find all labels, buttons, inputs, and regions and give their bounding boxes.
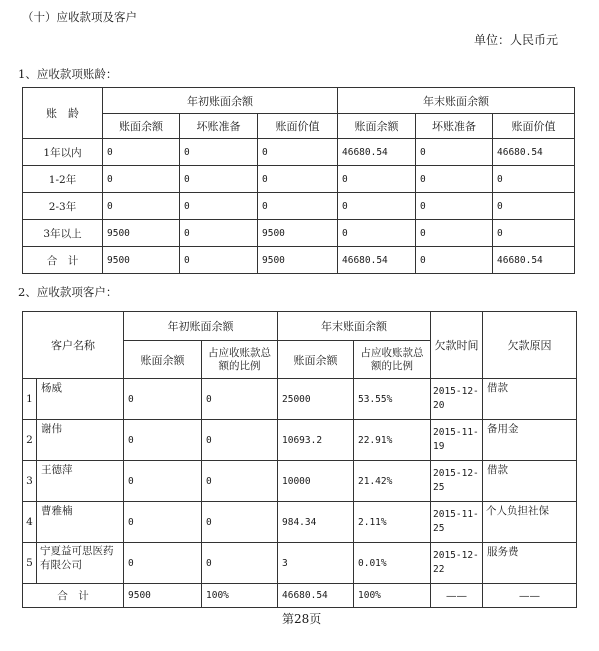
aging-subheader: 账面价值 <box>493 114 575 139</box>
table-row <box>23 379 577 420</box>
row-no: 1 <box>23 379 37 420</box>
cell: 9500 <box>124 584 202 608</box>
table-row <box>23 502 577 543</box>
table-row <box>23 166 575 193</box>
cell: 0 <box>258 139 338 166</box>
customers-col-due-time: 欠款时间 <box>431 312 483 379</box>
cell: 46680.54 <box>338 247 416 274</box>
cell: 100% <box>202 584 278 608</box>
cell: 25000 <box>278 379 354 420</box>
customers-group-begin: 年初账面余额 <box>124 312 278 341</box>
cell: —— <box>431 584 483 608</box>
aging-subheader: 账面余额 <box>103 114 180 139</box>
customer-name: 杨威 <box>37 379 124 420</box>
cell: 0 <box>416 220 493 247</box>
aging-subheader: 坏账准备 <box>416 114 493 139</box>
cell: 2015-12-22 <box>431 543 483 584</box>
section-title: （十）应收款项及客户 <box>22 10 137 24</box>
cell: 46680.54 <box>493 247 575 274</box>
row-no: 2 <box>23 420 37 461</box>
cell: 984.34 <box>278 502 354 543</box>
cell: 22.91% <box>354 420 431 461</box>
cell: 0 <box>202 379 278 420</box>
table-row <box>23 247 575 274</box>
cell: 2015-11-25 <box>431 502 483 543</box>
cell: 46680.54 <box>338 139 416 166</box>
aging-subheader: 账面余额 <box>338 114 416 139</box>
table-row <box>23 461 577 502</box>
cell: 2015-12-25 <box>431 461 483 502</box>
cell: 0 <box>124 502 202 543</box>
cell: 0 <box>180 247 258 274</box>
cell: 0 <box>103 193 180 220</box>
aging-group-end: 年末账面余额 <box>338 88 575 114</box>
table-row <box>23 420 577 461</box>
cell: 0 <box>493 193 575 220</box>
page-number: 第28页 <box>282 612 322 626</box>
customer-name: 曹雅楠 <box>37 502 124 543</box>
customers-col-name: 客户名称 <box>23 312 124 379</box>
customers-sub-ratio: 占应收账款总额的比例 <box>354 341 431 379</box>
cell: 100% <box>354 584 431 608</box>
aging-table <box>22 87 575 274</box>
cell: 3 <box>278 543 354 584</box>
cell: 46680.54 <box>278 584 354 608</box>
cell: 0 <box>258 193 338 220</box>
cell: 个人负担社保 <box>483 502 577 543</box>
table-row <box>23 139 575 166</box>
cell: —— <box>483 584 577 608</box>
aging-subheader: 账面价值 <box>258 114 338 139</box>
cell: 10693.2 <box>278 420 354 461</box>
aging-group-begin: 年初账面余额 <box>103 88 338 114</box>
table-row <box>23 584 577 608</box>
cell: 服务费 <box>483 543 577 584</box>
cell: 10000 <box>278 461 354 502</box>
cell: 0 <box>202 543 278 584</box>
cell: 0.01% <box>354 543 431 584</box>
cell: 0 <box>124 379 202 420</box>
cell: 0 <box>180 220 258 247</box>
row-label: 2-3年 <box>23 193 103 220</box>
row-label: 1-2年 <box>23 166 103 193</box>
row-label: 3年以上 <box>23 220 103 247</box>
table-row <box>23 543 577 584</box>
customers-heading: 2、应收款项客户： <box>18 285 118 299</box>
cell: 0 <box>493 166 575 193</box>
aging-subheader: 坏账准备 <box>180 114 258 139</box>
cell: 0 <box>180 193 258 220</box>
unit-label: 单位：人民币元 <box>474 33 559 47</box>
cell: 2015-12-20 <box>431 379 483 420</box>
table-row <box>23 193 575 220</box>
cell: 0 <box>124 461 202 502</box>
cell: 0 <box>103 139 180 166</box>
total-label: 合 计 <box>23 584 124 608</box>
row-no: 4 <box>23 502 37 543</box>
cell: 9500 <box>258 247 338 274</box>
cell: 借款 <box>483 461 577 502</box>
cell: 0 <box>202 461 278 502</box>
cell: 0 <box>124 543 202 584</box>
cell: 0 <box>338 193 416 220</box>
cell: 0 <box>124 420 202 461</box>
cell: 0 <box>416 193 493 220</box>
cell: 46680.54 <box>493 139 575 166</box>
customers-sub-balance: 账面余额 <box>124 341 202 379</box>
cell: 0 <box>338 220 416 247</box>
cell: 备用金 <box>483 420 577 461</box>
cell: 借款 <box>483 379 577 420</box>
customer-name: 王德萍 <box>37 461 124 502</box>
cell: 2.11% <box>354 502 431 543</box>
cell: 0 <box>416 166 493 193</box>
cell: 0 <box>202 420 278 461</box>
cell: 0 <box>202 502 278 543</box>
customers-col-reason: 欠款原因 <box>483 312 577 379</box>
cell: 53.55% <box>354 379 431 420</box>
customers-group-end: 年末账面余额 <box>278 312 431 341</box>
cell: 0 <box>258 166 338 193</box>
customers-sub-balance: 账面余额 <box>278 341 354 379</box>
cell: 0 <box>180 166 258 193</box>
customer-name: 宁夏益可思医药有限公司 <box>37 543 124 584</box>
customers-table <box>22 311 577 608</box>
cell: 21.42% <box>354 461 431 502</box>
cell: 0 <box>180 139 258 166</box>
customers-sub-ratio: 占应收账款总额的比例 <box>202 341 278 379</box>
cell: 9500 <box>258 220 338 247</box>
aging-heading: 1、应收款项账龄： <box>18 67 118 81</box>
cell: 9500 <box>103 220 180 247</box>
row-label: 1年以内 <box>23 139 103 166</box>
cell: 0 <box>338 166 416 193</box>
aging-col-account: 账 龄 <box>23 88 103 139</box>
cell: 2015-11-19 <box>431 420 483 461</box>
cell: 0 <box>103 166 180 193</box>
customer-name: 谢伟 <box>37 420 124 461</box>
row-no: 5 <box>23 543 37 584</box>
table-row <box>23 220 575 247</box>
row-no: 3 <box>23 461 37 502</box>
cell: 0 <box>416 247 493 274</box>
cell: 0 <box>493 220 575 247</box>
cell: 9500 <box>103 247 180 274</box>
row-label: 合 计 <box>23 247 103 274</box>
cell: 0 <box>416 139 493 166</box>
